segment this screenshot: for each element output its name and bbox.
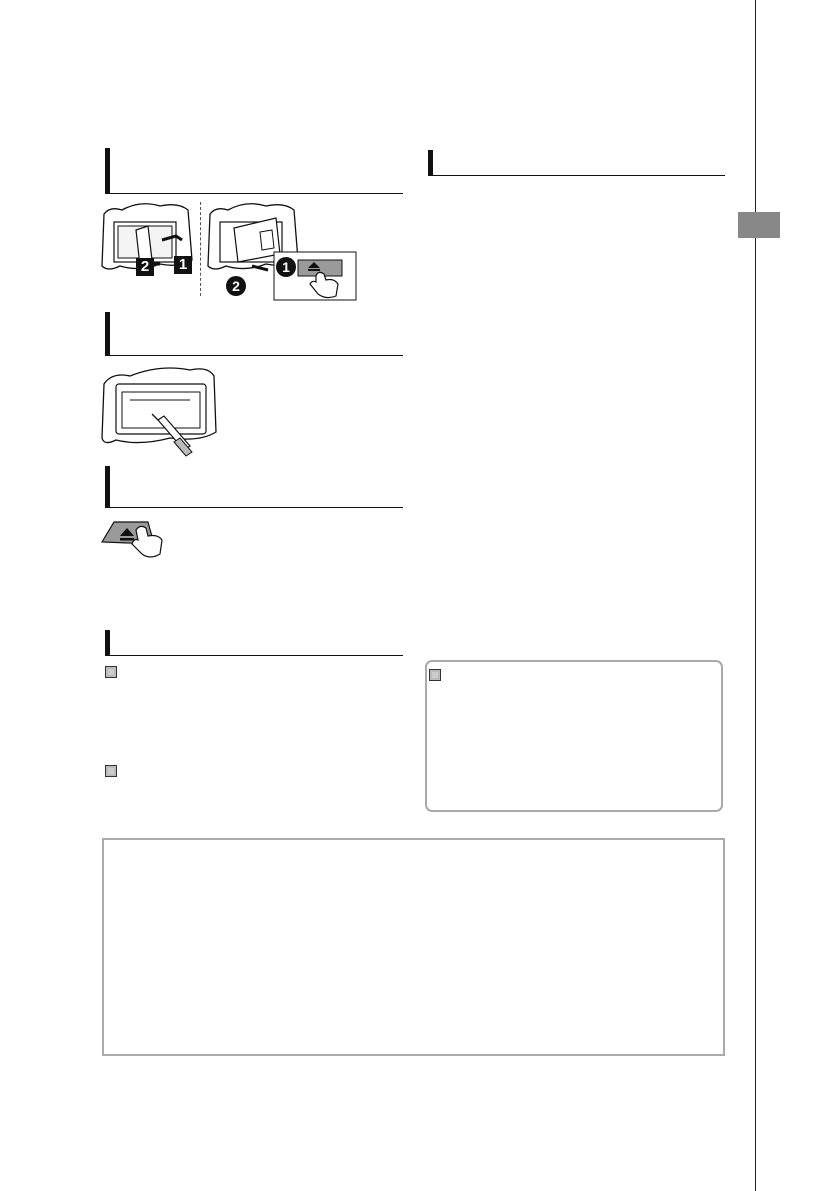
square-bullet-icon — [105, 666, 117, 678]
illustration-eject-button — [100, 516, 172, 565]
illustration-detach-faceplate — [100, 200, 200, 295]
square-bullet-icon — [105, 765, 117, 777]
section-header-faceplate — [105, 148, 403, 194]
section-header-right — [428, 150, 725, 176]
page-edge-line — [755, 0, 756, 1191]
note-box — [425, 660, 723, 812]
illustration-divider — [200, 202, 201, 296]
step-badge-2-right: 2 — [226, 276, 246, 296]
square-bullet-icon — [429, 669, 441, 681]
illustration-reset-button — [100, 362, 220, 467]
step-badge-1-right: 1 — [276, 257, 296, 277]
section-header-reset — [105, 312, 403, 356]
caution-box — [102, 838, 725, 1056]
step-badge-1-left: 1 — [174, 256, 192, 274]
section-header-lower-left — [105, 630, 403, 656]
step-badge-2-left: 2 — [136, 258, 154, 276]
side-language-tab — [738, 212, 780, 238]
section-header-eject — [105, 466, 403, 508]
